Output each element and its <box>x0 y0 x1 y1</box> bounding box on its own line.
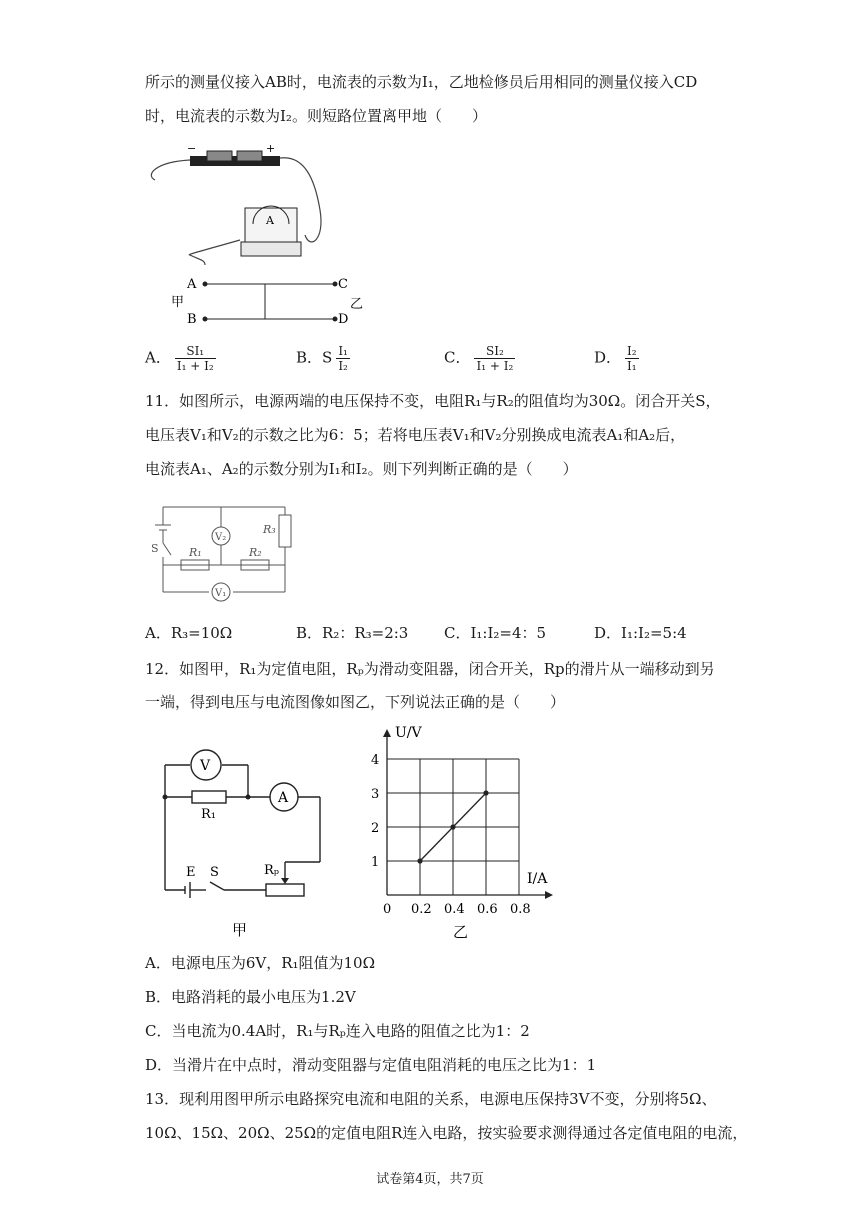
node-c: C <box>338 277 348 292</box>
label-e: E <box>186 865 196 880</box>
data-point <box>450 824 455 829</box>
ammeter <box>241 206 301 256</box>
node-dot <box>203 317 208 322</box>
label-r3: R₃ <box>263 523 276 536</box>
battery-cell <box>207 151 232 161</box>
q10-option-b <box>296 344 350 373</box>
q11-option-a: A．R₃=10Ω <box>145 624 233 642</box>
x-tick-label: 0.4 <box>444 902 465 917</box>
q10-option-a <box>145 344 216 373</box>
q13-text-line1: 13．现利用图甲所示电路探究电流和电阻的关系，电源电压保持3V不变，分别将5Ω、 <box>145 1090 717 1108</box>
slider-arrow <box>281 878 289 884</box>
node-d: D <box>338 312 349 327</box>
label-a: A <box>278 790 289 806</box>
denominator: I₁ + I₂ <box>176 359 214 373</box>
denominator: I₁ <box>627 359 637 373</box>
chart-x-axis-label: I/A <box>527 871 548 887</box>
q10-figure <box>145 140 475 330</box>
x-tick-label: 0.6 <box>477 902 498 917</box>
chart-ticks <box>371 753 531 917</box>
label-r2: R₂ <box>249 546 262 559</box>
q11-text-line2: 电压表V₁和V₂的示数之比为6：5；若将电压表V₁和V₂分别换成电流表A₁和A₂后， <box>145 426 686 444</box>
label-v1: V₁ <box>215 588 227 599</box>
y-tick-label: 4 <box>371 753 380 768</box>
q10-option-c-label: C． <box>444 348 471 367</box>
q11-option-d: D．I₁:I₂=5:4 <box>594 624 687 642</box>
numerator: I₂ <box>627 344 637 358</box>
q11-text-line3: 电流表A₁、A₂的示数分别为I₁和I₂。则下列判断正确的是（ ） <box>145 460 578 478</box>
y-axis-arrow <box>383 729 391 737</box>
battery-plus: + <box>266 142 276 155</box>
y-tick-label: 1 <box>371 855 380 870</box>
page-footer: 试卷第4页，共7页 <box>376 1172 484 1187</box>
q11-option-c: C．I₁:I₂=4：5 <box>444 624 547 642</box>
fraction <box>175 344 216 373</box>
label-v: V <box>200 758 211 774</box>
label-r1: R₁ <box>201 807 216 822</box>
q12-circuit-jia <box>140 740 340 940</box>
label-s: S <box>151 542 159 555</box>
node-dot <box>203 282 208 287</box>
q12-option-a: A．电源电压为6V，R₁阻值为10Ω <box>145 954 376 972</box>
label-rp: Rₚ <box>264 863 279 878</box>
numerator: SI₂ <box>474 344 515 359</box>
label-r1: R₁ <box>189 546 202 559</box>
x-tick-label: 0 <box>383 902 392 917</box>
chart-y-axis-label: U/V <box>395 725 422 741</box>
q12-option-b: B．电路消耗的最小电压为1.2V <box>145 988 356 1006</box>
q13-text-line2: 10Ω、15Ω、20Ω、25Ω的定值电阻R连入电路，按实验要求测得通过各定值电阻的电流， <box>145 1124 748 1142</box>
wire <box>189 240 240 265</box>
q10-text-line1: 所示的测量仪接入AB时，电流表的示数为I₁，乙地检修员后用相同的测量仪接入CD <box>145 73 698 91</box>
left-label: 甲 <box>171 295 185 310</box>
q11-text-line1: 11．如图所示，电源两端的电压保持不变，电阻R₁与R₂的阻值均为30Ω。闭合开关S， <box>145 392 721 410</box>
q12-chart-yi <box>355 715 570 945</box>
q12-option-d: D．当滑片在中点时，滑动变阻器与定值电阻消耗的电压之比为1：1 <box>145 1056 597 1074</box>
node-dot <box>333 317 338 322</box>
fraction <box>474 344 515 373</box>
y-tick-label: 2 <box>371 821 380 836</box>
wire <box>151 160 190 180</box>
denominator: I₂ <box>338 359 348 373</box>
x-axis-arrow <box>545 891 553 899</box>
x-tick-label: 0.8 <box>510 902 531 917</box>
data-point <box>417 858 422 863</box>
chart-caption: 乙 <box>453 923 469 941</box>
caption-jia: 甲 <box>232 921 248 939</box>
numerator: I₁ <box>338 344 348 358</box>
q12-option-c: C．当电流为0.4A时，R₁与Rₚ连入电路的阻值之比为1：2 <box>145 1022 530 1040</box>
battery-cell-2 <box>237 151 262 161</box>
q11-option-b: B．R₂：R₃=2:3 <box>296 624 409 642</box>
ammeter-letter: A <box>266 214 274 227</box>
label-s: S <box>210 865 219 880</box>
data-point <box>483 790 488 795</box>
node-dot <box>246 795 251 800</box>
fraction <box>336 344 350 373</box>
denominator: I₁ + I₂ <box>476 359 514 373</box>
q10-option-b-label: B．S <box>296 348 333 367</box>
node-dot <box>163 795 168 800</box>
y-tick-label: 3 <box>371 787 380 802</box>
q12-text-line1: 12．如图甲，R₁为定值电阻，Rₚ为滑动变阻器，闭合开关，Rp的滑片从一端移动到另 <box>145 660 715 678</box>
battery-box <box>190 156 280 166</box>
q11-circuit <box>145 495 305 610</box>
q10-option-c <box>444 344 515 373</box>
x-tick-label: 0.2 <box>411 902 432 917</box>
fraction <box>625 344 639 373</box>
node-a: A <box>187 277 197 292</box>
q10-option-d <box>594 344 639 373</box>
node-dot <box>333 282 338 287</box>
q10-option-a-label: A． <box>145 348 171 367</box>
q10-option-d-label: D． <box>594 348 622 367</box>
numerator: SI₁ <box>175 344 216 359</box>
right-label: 乙 <box>350 297 364 312</box>
label-v2: V₂ <box>215 532 227 543</box>
node-b: B <box>187 312 197 327</box>
q12-text-line2: 一端，得到电压与电流图像如图乙，下列说法正确的是（ ） <box>145 693 566 711</box>
q10-text-line2: 时，电流表的示数为I₂。则短路位置离甲地（ ） <box>145 107 487 125</box>
battery-minus: − <box>187 142 197 155</box>
